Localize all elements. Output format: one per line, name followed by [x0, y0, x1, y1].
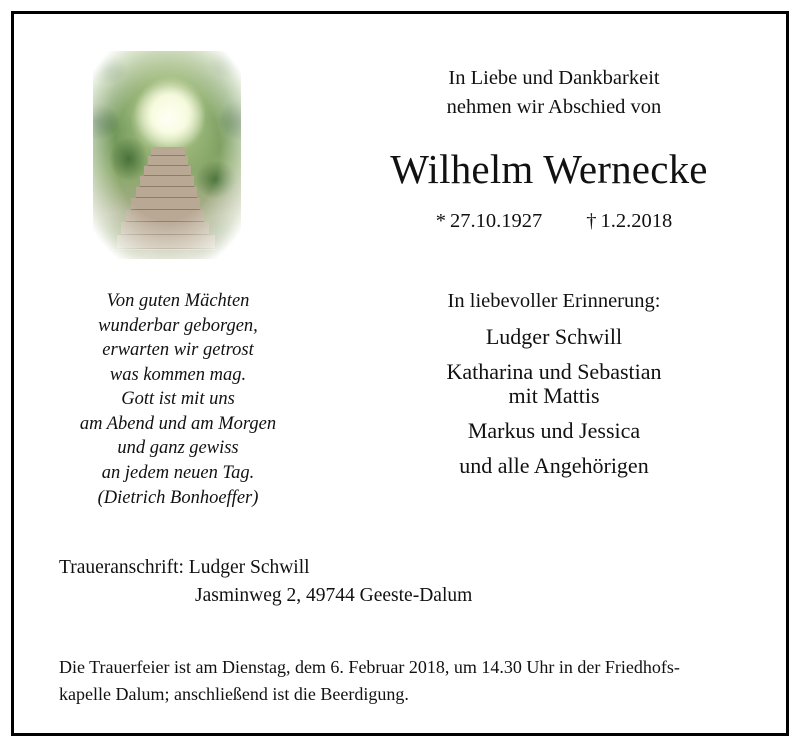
ceremony-line-1: Die Trauerfeier ist am Dienstag, dem 6. Februar 2018, um 14.30 Uhr in der Friedhofs-	[59, 657, 680, 677]
mourner-name: Katharina und Sebastian	[446, 359, 662, 384]
mourners-heading: In liebevoller Erinnerung:	[447, 290, 661, 312]
poem-block	[50, 289, 306, 511]
address-line-2: Jasminweg 2, 49744 Geeste-Dalum	[195, 585, 473, 606]
poem-line: an jedem neuen Tag.	[101, 462, 255, 483]
address-line-1: Traueranschrift: Ludger Schwill	[59, 557, 310, 578]
photo-vignette	[93, 51, 241, 259]
poem-line: Von guten Mächten	[106, 291, 250, 311]
intro-line-2: nehmen wir Abschied von	[446, 96, 662, 118]
mourner-name: und alle Angehörigen	[459, 453, 649, 478]
poem-line: am Abend und am Morgen	[79, 413, 277, 434]
poem-author: (Dietrich Bonhoeffer)	[97, 488, 259, 508]
mourner-name: Ludger Schwill	[485, 324, 623, 349]
death-symbol: †	[586, 210, 597, 232]
poem-line: und ganz gewiss	[117, 438, 239, 458]
poem-line: was kommen mag.	[109, 364, 247, 385]
stairway-in-forest-photo	[93, 51, 241, 259]
mourner-name: Markus und Jessica	[467, 418, 641, 443]
deceased-name: Wilhelm Wernecke	[390, 146, 708, 192]
intro-text	[344, 64, 764, 122]
death-date: 1.2.2018	[600, 210, 673, 232]
poem-line: wunderbar geborgen,	[98, 315, 258, 336]
life-dates	[344, 207, 764, 235]
ceremony-line-2: kapelle Dalum; anschließend ist die Beerdigung.	[59, 684, 409, 704]
ceremony-info	[50, 654, 765, 708]
intro-line-1: In Liebe und Dankbarkeit	[448, 67, 660, 89]
mourning-address	[50, 554, 650, 610]
birth-date: 27.10.1927	[450, 210, 543, 232]
birth-symbol: *	[435, 210, 446, 232]
poem-line: erwarten wir getrost	[102, 340, 254, 360]
mourner-name: mit Mattis	[508, 383, 600, 408]
poem-line: Gott ist mit uns	[121, 389, 235, 409]
obituary-frame	[11, 11, 789, 736]
mourners-block	[344, 289, 764, 478]
obituary-content	[14, 14, 786, 733]
